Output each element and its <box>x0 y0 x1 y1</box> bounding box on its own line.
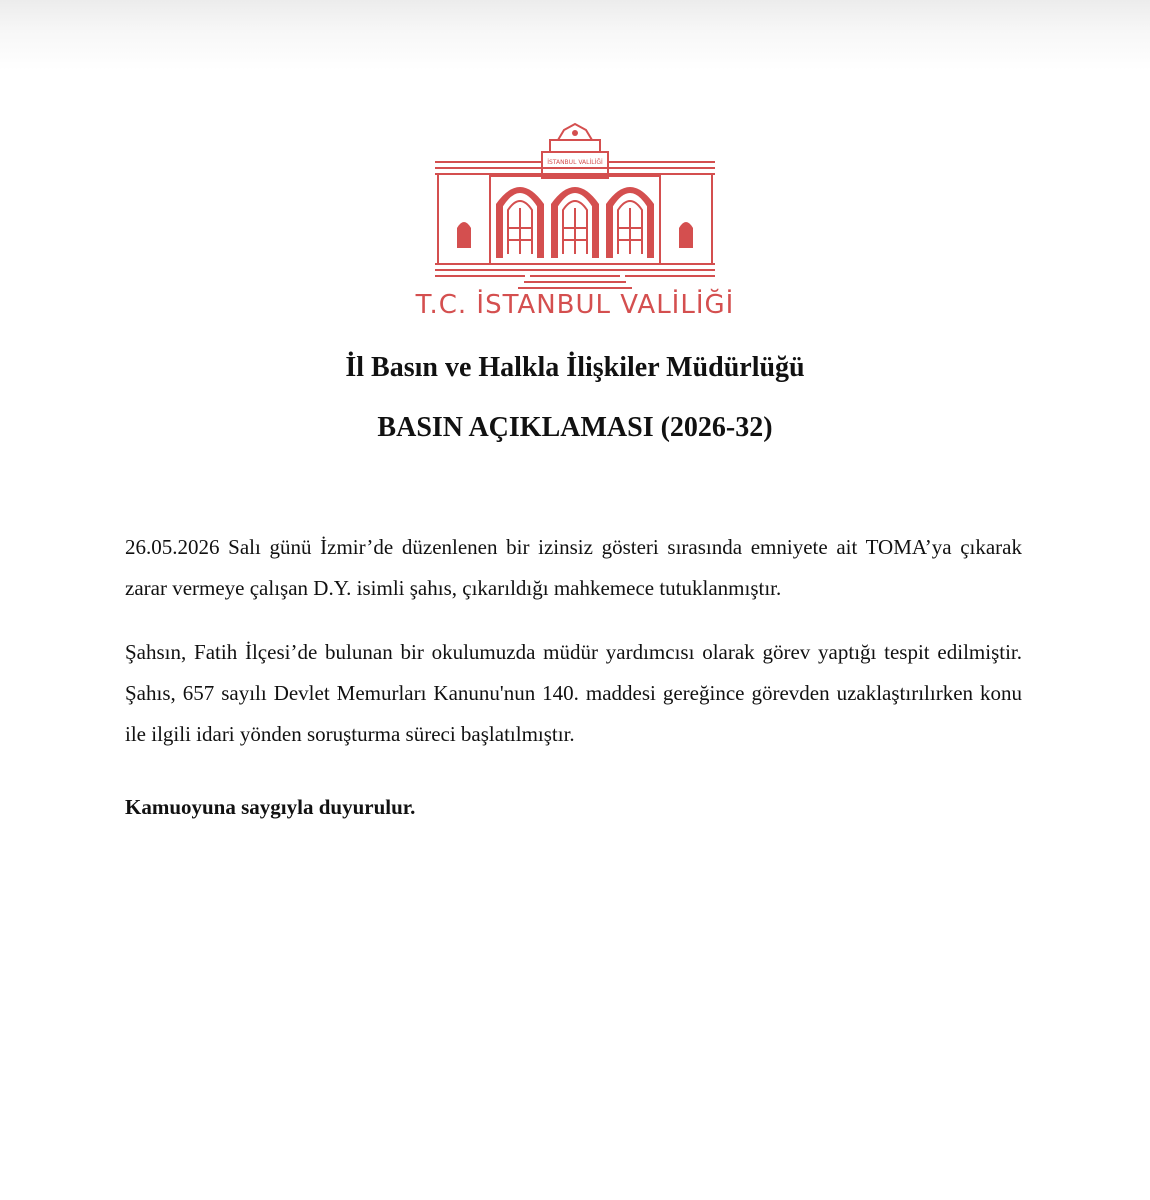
body-paragraph-1: 26.05.2026 Salı günü İzmir’de düzenlenen bir izinsiz gösteri sırasında emniyete ait TOMA’ya çıkarak zarar vermeye çalışan D.Y. isimli şahıs, çıkarıldığı mahkemece tutuklanmıştır. <box>125 535 1022 600</box>
building-sign-text: İSTANBUL VALİLİĞİ <box>547 159 603 166</box>
department-title: İl Basın ve Halkla İlişkiler Müdürlüğü <box>345 352 805 383</box>
body-paragraph-2: Şahsın, Fatih İlçesi’de bulunan bir okulumuzda müdür yardımcısı olarak görev yaptığı tespit edilmiştir. Şahıs, 657 sayılı Devlet Memurları Kanunu'nun 140. maddesi gereğince görevden uzaklaştırılırken konu ile ilgili idari yönden soruşturma süreci başlatılmıştır. <box>125 640 1022 746</box>
press-release-title: BASIN AÇIKLAMASI (2026-32) <box>377 412 773 443</box>
governorship-name: T.C. İSTANBUL VALİLİĞİ <box>415 290 735 320</box>
closing-statement: Kamuoyuna saygıyla duyurulur. <box>125 795 416 819</box>
governorship-building-icon <box>430 118 720 298</box>
